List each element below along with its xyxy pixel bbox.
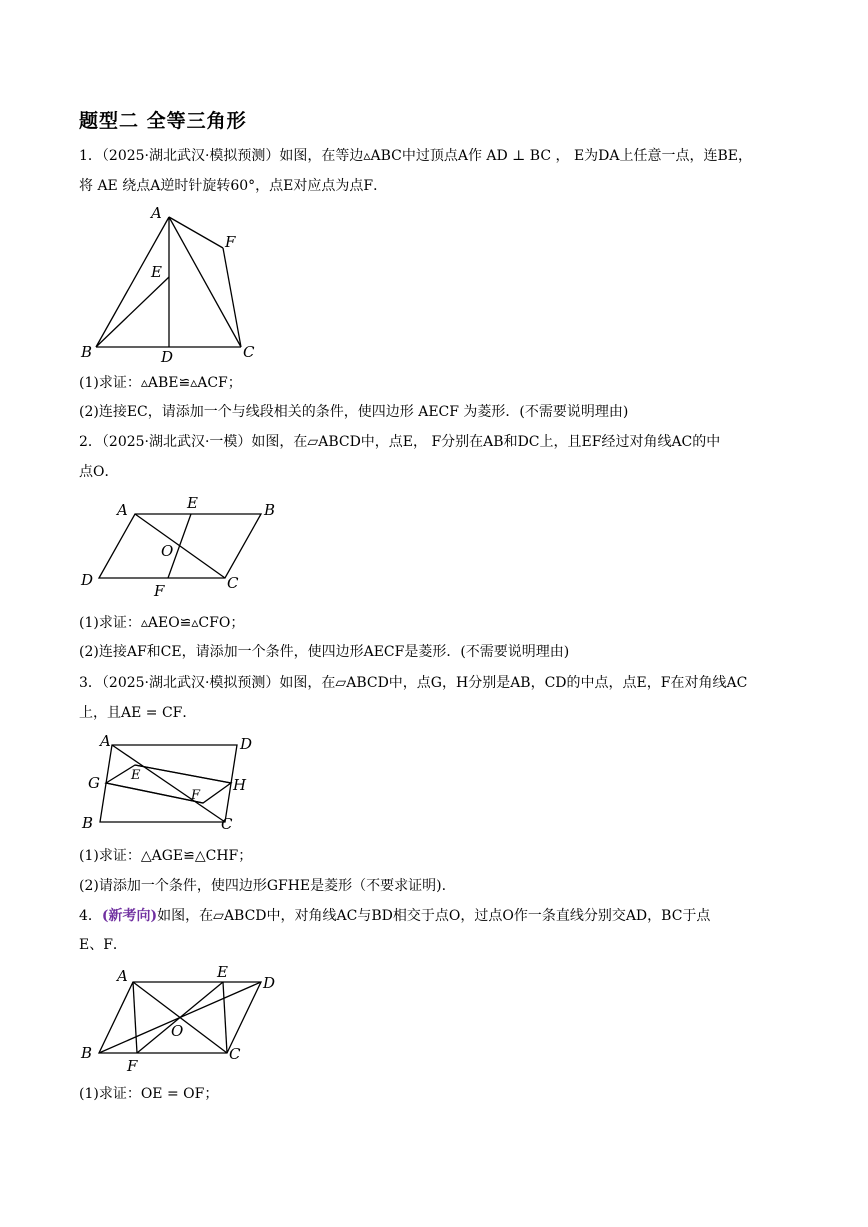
p4-label-b: B <box>81 1044 93 1062</box>
problem-2-figure <box>79 490 289 600</box>
p2-label-o: O <box>161 542 174 560</box>
p3-label-d: D <box>240 735 253 753</box>
p3-label-h: H <box>233 776 247 794</box>
p1-seg-be <box>96 277 169 347</box>
p4-label-a: A <box>117 967 128 985</box>
p4-label-o: O <box>171 1022 184 1040</box>
section-title: 题型二 全等三角形 <box>79 110 247 132</box>
p4-label-f: F <box>127 1057 138 1075</box>
problem-1-question-2: (2)连接EC，请添加一个与线段相关的条件，使四边形 AECF 为菱形．(不需要说明理由) <box>79 404 629 420</box>
p2-label-b: B <box>264 501 276 519</box>
p1-label-c: C <box>243 343 255 361</box>
p3-label-g: G <box>88 774 100 792</box>
problem-1-figure <box>79 200 269 370</box>
problem-3-stem-line-1: 3．（2025·湖北武汉·模拟预测）如图，在▱ABCD中，点G，H分别是AB，CD的中点，点E，F在对角线AC <box>79 675 748 691</box>
problem-4-stem-line-1 <box>79 906 710 926</box>
problem-4-stem-line-2: E、F． <box>79 937 127 953</box>
p4-seg-ec <box>223 982 227 1053</box>
problem-4-stem-text: 如图，在▱ABCD中，对角线AC与BD相交于点O，过点O作一条直线分别交AD，BC于点 <box>157 908 711 924</box>
problem-1-stem-line-2: 将 AE 绕点A逆时针旋转60°，点E对应点为点F． <box>79 178 388 194</box>
p1-label-f: F <box>225 233 236 251</box>
problem-2-question-2: (2)连接AF和CE，请添加一个条件，使四边形AECF是菱形．(不需要说明理由) <box>79 644 570 660</box>
problem-1-question-1: (1)求证：▵ABE≌▵ACF； <box>79 375 242 391</box>
p1-label-b: B <box>81 343 93 361</box>
problem-4-tag: (新考向) <box>101 908 158 924</box>
p1-label-d: D <box>161 348 174 366</box>
p4-label-e: E <box>217 963 228 981</box>
p2-label-f: F <box>154 582 165 600</box>
p1-label-a: A <box>151 204 162 222</box>
p3-label-f: F <box>191 788 201 803</box>
problem-4-question-1: (1)求证：OE = OF； <box>79 1086 219 1102</box>
problem-4-number: 4． <box>79 908 102 924</box>
p2-label-a: A <box>117 501 128 519</box>
problem-4-figure <box>79 960 289 1075</box>
p1-seg-ab <box>96 217 169 347</box>
p3-label-a: A <box>100 732 111 750</box>
problem-1-stem-line-1: 1．（2025·湖北武汉·模拟预测）如图，在等边▵ABC中过顶点A作 AD ⊥ BC ， E为DA上任意一点，连BE， <box>79 148 753 164</box>
problem-3-question-2: (2)请添加一个条件，使四边形GFHE是菱形（不要求证明). <box>79 878 447 894</box>
p1-label-e: E <box>151 263 162 281</box>
p2-label-e: E <box>187 494 198 512</box>
problem-2-question-1: (1)求证：▵AEO≌▵CFO； <box>79 615 245 631</box>
problem-2-stem-line-2: 点O． <box>79 464 119 480</box>
p4-label-d: D <box>263 974 276 992</box>
p4-label-c: C <box>229 1045 241 1063</box>
p3-seg-gf <box>106 783 203 803</box>
p3-seg-ac <box>112 745 225 822</box>
p4-seg-af <box>133 982 137 1053</box>
p3-label-e: E <box>131 768 141 783</box>
problem-3-question-1: (1)求证：△AGE≌△CHF； <box>79 848 253 864</box>
problem-3-figure <box>79 731 269 835</box>
p3-label-c: C <box>221 815 233 833</box>
p3-label-b: B <box>82 814 94 832</box>
p1-seg-fc <box>223 248 241 347</box>
p2-label-c: C <box>227 574 239 592</box>
problem-3-stem-line-2: 上，且AE = CF． <box>79 705 197 721</box>
p2-label-d: D <box>81 571 94 589</box>
p4-seg-ef <box>137 982 223 1053</box>
p3-seg-eh <box>135 765 231 783</box>
problem-2-stem-line-1: 2．（2025·湖北武汉·一模）如图，在▱ABCD中，点E， F分别在AB和DC上，且EF经过对角线AC的中 <box>79 434 721 450</box>
